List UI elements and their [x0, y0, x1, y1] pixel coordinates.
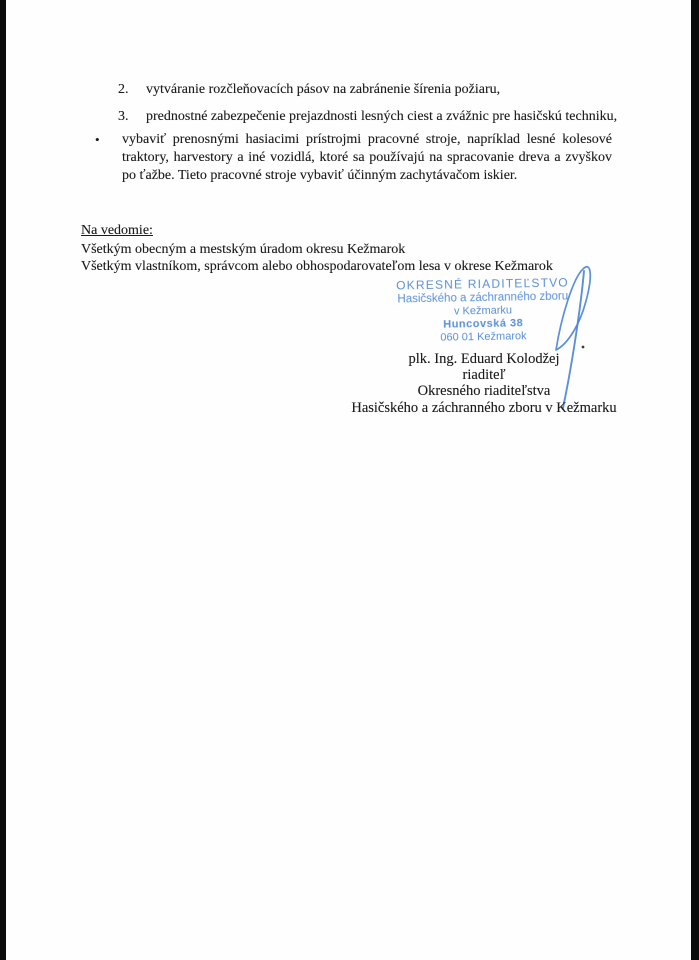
ink-dot: [582, 346, 585, 349]
list-item: [95, 131, 612, 185]
list-item-number: 2.: [118, 82, 129, 97]
signatory-name: plk. Ing. Eduard Kolodžej: [408, 351, 560, 367]
list-item-number: 3.: [118, 109, 129, 124]
bullet-icon: •: [95, 132, 100, 147]
list-item-text: vytváranie rozčleňovacích pásov na zabránenie šírenia požiaru,: [146, 82, 501, 97]
signatory-organization: Hasičského a záchranného zboru v Kežmarku: [351, 399, 617, 416]
distribution-recipient: Všetkým obecným a mestským úradom okresu Kežmarok: [81, 242, 406, 257]
signatory-office: Okresného riaditeľstva: [417, 383, 551, 400]
scan-border-left: [0, 0, 6, 960]
signature-block: [318, 351, 650, 416]
stamp-line: Huncovská 38: [443, 317, 524, 331]
stamp-line: Hasičského a záchranného zboru: [397, 290, 569, 306]
list-item-text: prednostné zabezpečenie prejazdnosti lesných ciest a zvážnic pre hasičskú techniku,: [146, 109, 618, 124]
list-item-text: vybaviť prenosnými hasiacimi prístrojmi pracovné stroje, napríklad lesné kolesové traktory, harvestory a iné vozidlá, ktoré sa používajú na spracovanie dreva a zvyškov po ťažbe. Tieto pracovné stroje vybaviť účinným zachytávačom iskier.: [122, 132, 612, 183]
signatory-title: riaditeľ: [462, 367, 506, 384]
list-item: [118, 108, 617, 126]
stamp-line: 060 01 Kežmarok: [440, 330, 527, 344]
list-item: [118, 81, 500, 99]
scan-border-right: [691, 0, 699, 960]
stamp-line: OKRESNÉ RIADITEĽSTVO: [396, 275, 569, 293]
stamp-line: v Kežmarku: [453, 304, 513, 318]
distribution-section: [81, 222, 553, 275]
distribution-heading: Na vedomie:: [81, 223, 153, 238]
distribution-recipient: Všetkým vlastníkom, správcom alebo obhospodarovateľom lesa v okrese Kežmarok: [81, 259, 553, 274]
